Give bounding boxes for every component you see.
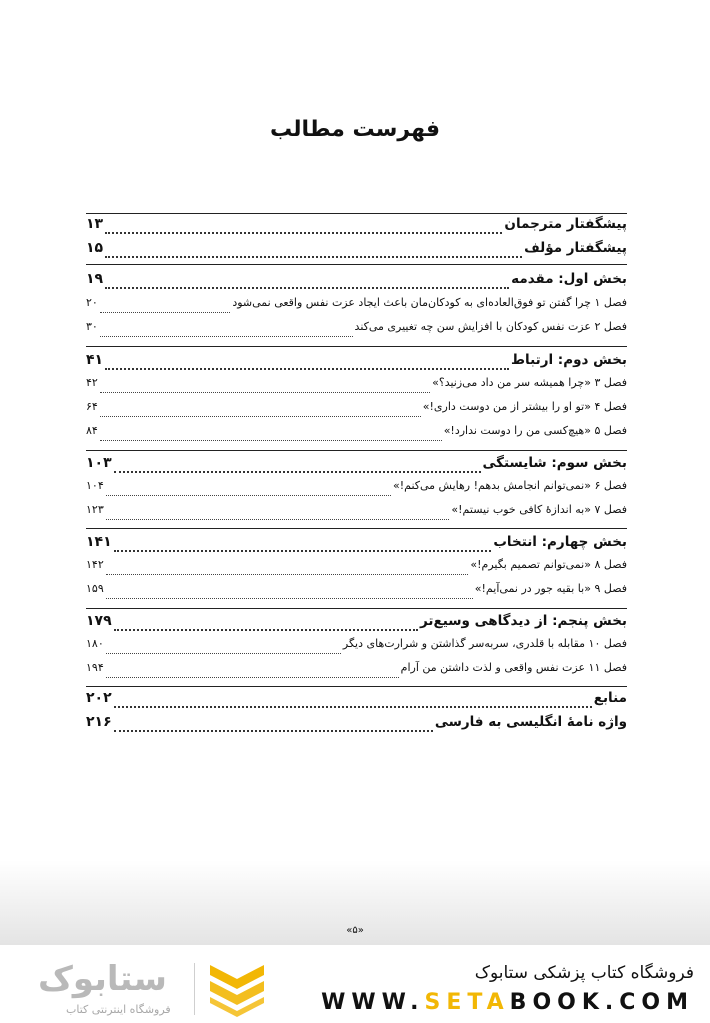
toc-entry-page: ۲۰	[86, 296, 98, 309]
toc-entry-title: فصل ۱ چرا گفتن تو فوق‌العاده‌ای به کودکان‌مان باعث ایجاد عزت نفس واقعی نمی‌شود	[232, 296, 627, 309]
leader-dots	[100, 329, 353, 337]
toc-chapter[interactable]	[86, 400, 627, 420]
leader-dots	[105, 279, 509, 289]
toc-entry[interactable]	[86, 714, 627, 734]
store-footer	[0, 945, 710, 1023]
toc-entry-page: ۱۰۳	[86, 455, 112, 471]
toc-entry-title: بخش چهارم: انتخاب	[493, 534, 627, 550]
leader-dots	[114, 542, 492, 552]
toc-entry-page: ۱۵	[86, 240, 104, 256]
toc-entry-page: ۸۴	[86, 424, 98, 437]
toc-entry-page: ۱۲۳	[86, 503, 104, 516]
toc-chapter[interactable]	[86, 320, 627, 340]
leader-dots	[105, 360, 509, 370]
toc-entry-title: منابع	[593, 690, 627, 706]
toc-entry-page: ۱۳	[86, 216, 104, 232]
store-url-prefix: WWW.	[321, 990, 425, 1015]
toc-entry-page: ۲۱۶	[86, 714, 112, 730]
toc-chapter[interactable]	[86, 479, 627, 499]
book-stack-icon	[204, 957, 270, 1017]
divider	[86, 450, 627, 451]
divider	[86, 213, 627, 214]
logo-divider	[194, 963, 195, 1015]
toc-entry-title: فصل ۷ «به اندازهٔ کافی خوب نیستم!»	[451, 503, 627, 516]
toc-entry-page: ۲۰۲	[86, 690, 112, 706]
toc-part-heading[interactable]	[86, 534, 627, 554]
leader-dots	[106, 670, 399, 678]
toc-entry-title: پیشگفتار مترجمان	[504, 216, 627, 232]
toc-chapter[interactable]	[86, 376, 627, 396]
page-title: فهرست مطالب	[269, 117, 441, 142]
divider	[86, 528, 627, 529]
toc-chapter[interactable]	[86, 424, 627, 444]
leader-dots	[100, 305, 230, 313]
store-url[interactable]	[321, 990, 694, 1015]
leader-dots	[114, 463, 481, 473]
toc-part-heading[interactable]	[86, 455, 627, 475]
toc-entry-title: واژه نامهٔ انگلیسی به فارسی	[434, 714, 627, 730]
toc-entry-title: فصل ۳ «چرا همیشه سر من داد می‌زنید؟»	[432, 376, 627, 389]
toc-entry[interactable]	[86, 216, 627, 236]
toc-chapter[interactable]	[86, 637, 627, 657]
divider	[86, 686, 627, 687]
toc-entry-title: فصل ۹ «با بقیه جور در نمی‌آیم!»	[474, 582, 627, 595]
toc-entry-title: فصل ۸ «نمی‌توانم تصمیم بگیرم!»	[470, 558, 627, 571]
leader-dots	[106, 567, 469, 575]
toc-entry-title: بخش پنجم: از دیدگاهی وسیع‌تر	[420, 613, 627, 629]
toc-chapter[interactable]	[86, 558, 627, 578]
toc-entry-title: بخش دوم: ارتباط	[511, 352, 627, 368]
toc-chapter[interactable]	[86, 296, 627, 316]
toc-entry-title: بخش سوم: شایستگی	[482, 455, 627, 471]
divider	[86, 264, 627, 265]
toc-chapter[interactable]	[86, 503, 627, 523]
leader-dots	[105, 224, 502, 234]
toc-chapter[interactable]	[86, 582, 627, 602]
toc-entry[interactable]	[86, 240, 627, 260]
leader-dots	[100, 385, 430, 393]
toc-entry-title: فصل ۵ «هیچ‌کسی من را دوست ندارد!»	[443, 424, 627, 437]
leader-dots	[106, 512, 450, 520]
toc-entry-title: فصل ۱۰ مقابله با قلدری، سربه‌سر گذاشتن و شرارت‌های دیگر	[342, 637, 627, 650]
toc-entry-page: ۱۹	[86, 271, 104, 287]
divider	[86, 608, 627, 609]
leader-dots	[114, 698, 592, 708]
leader-dots	[114, 722, 433, 732]
toc-entry-page: ۱۴۱	[86, 534, 112, 550]
leader-dots	[106, 646, 341, 654]
toc-entry-page: ۴۱	[86, 352, 104, 368]
toc-entry-title: فصل ۴ «تو او را بیشتر از من دوست داری!»	[422, 400, 627, 413]
toc-entry-title: فصل ۶ «نمی‌توانم انجامش بدهم! رهایش می‌کنم!»	[392, 479, 627, 492]
store-logo[interactable]	[28, 953, 278, 1019]
logo-wordmark: ستابوک	[38, 959, 167, 999]
leader-dots	[100, 433, 442, 441]
toc-entry-page: ۱۰۴	[86, 479, 104, 492]
page-number: «۵»	[346, 925, 364, 936]
toc-entry-page: ۱۵۹	[86, 582, 104, 595]
divider	[86, 346, 627, 347]
leader-dots	[100, 409, 421, 417]
toc-entry[interactable]	[86, 690, 627, 710]
toc-entry-page: ۱۷۹	[86, 613, 112, 629]
leader-dots	[114, 621, 418, 631]
leader-dots	[106, 488, 391, 496]
leader-dots	[105, 248, 522, 258]
leader-dots	[106, 591, 473, 599]
toc-chapter[interactable]	[86, 661, 627, 681]
toc-entry-page: ۱۹۴	[86, 661, 104, 674]
toc-entry-title: بخش اول: مقدمه	[511, 271, 627, 287]
toc-entry-page: ۴۲	[86, 376, 98, 389]
toc-entry-title: فصل ۲ عزت نفس کودکان با افزایش سن چه تغییری می‌کند	[354, 320, 627, 333]
toc-entry-page: ۱۸۰	[86, 637, 104, 650]
toc-entry-title: پیشگفتار مؤلف	[524, 240, 627, 256]
toc-entry-page: ۳۰	[86, 320, 98, 333]
toc-part-heading[interactable]	[86, 613, 627, 633]
toc-entry-page: ۱۴۲	[86, 558, 104, 571]
store-url-suffix: BOOK.COM	[509, 990, 694, 1015]
toc-part-heading[interactable]	[86, 352, 627, 372]
toc-entry-page: ۶۴	[86, 400, 98, 413]
toc-part-heading[interactable]	[86, 271, 627, 291]
logo-subtitle: فروشگاه اینترنتی کتاب	[66, 1003, 171, 1016]
store-url-highlight: SETA	[424, 990, 510, 1015]
store-name: فروشگاه کتاب پزشکی ستابوک	[474, 963, 694, 983]
toc-entry-title: فصل ۱۱ عزت نفس واقعی و لذت داشتن من آرام	[400, 661, 627, 674]
